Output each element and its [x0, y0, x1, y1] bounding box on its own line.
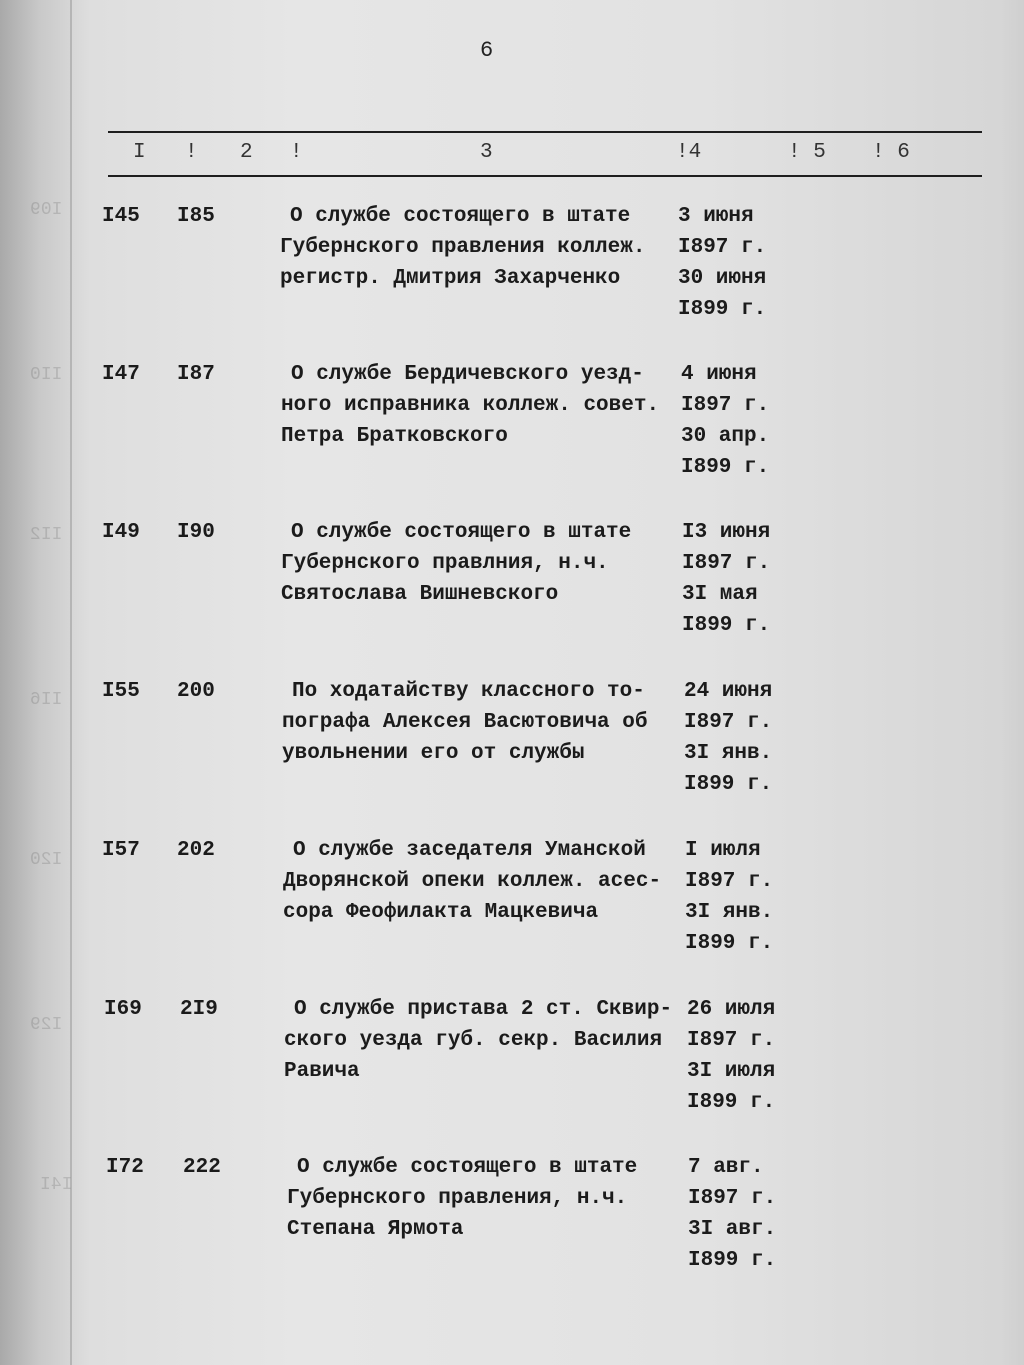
header-col-4: !4: [676, 141, 702, 164]
start-year: I897 г.: [684, 711, 773, 734]
start-year: I897 г.: [682, 552, 771, 575]
table-top-rule: [108, 131, 982, 133]
item-number: 222: [183, 1156, 221, 1179]
date-range: [687, 994, 797, 1118]
description-line: Степана Ярмота: [287, 1218, 464, 1241]
end-date: 3I янв.: [684, 742, 773, 765]
start-year: I897 г.: [685, 870, 774, 893]
end-year: I899 г.: [688, 1249, 777, 1272]
end-date: 3I янв.: [685, 901, 774, 924]
end-date: 30 июня: [678, 267, 767, 290]
end-date: 3I мая: [682, 583, 758, 606]
end-date: 3I авг.: [688, 1218, 777, 1241]
bleed-through-mark: II0: [30, 365, 63, 385]
record-description: [280, 201, 680, 294]
record-number: I45: [102, 205, 140, 228]
end-year: I899 г.: [685, 932, 774, 955]
date-range: [682, 517, 792, 641]
end-year: I899 г.: [678, 298, 767, 321]
start-year: I897 г.: [681, 394, 770, 417]
description-line: Дворянской опеки коллеж. асес-: [283, 870, 662, 893]
bleed-through-mark: I09: [30, 200, 63, 220]
start-date: 3 июня: [678, 205, 754, 228]
description-line: Святослава Вишневского: [281, 583, 559, 606]
table-header-rule: [108, 175, 982, 177]
record-description: [284, 994, 684, 1087]
header-sep-2: !: [290, 141, 303, 164]
date-range: [678, 201, 788, 325]
record-number: I69: [104, 998, 142, 1021]
start-year: I897 г.: [687, 1029, 776, 1052]
header-col-6: ! 6: [872, 141, 910, 164]
item-number: 2I9: [180, 998, 218, 1021]
description-line: О службе состоящего в штате: [291, 521, 632, 544]
record-number: I55: [102, 680, 140, 703]
item-number: 202: [177, 839, 215, 862]
description-line: Петра Братковского: [281, 425, 508, 448]
description-line: Губернского правлния, н.ч.: [281, 552, 609, 575]
end-year: I899 г.: [684, 773, 773, 796]
description-line: увольнении его от службы: [282, 742, 585, 765]
description-line: Равича: [284, 1060, 360, 1083]
bleed-through-mark: I29: [30, 1015, 63, 1035]
item-number: I85: [177, 205, 215, 228]
start-date: 24 июня: [684, 680, 773, 703]
end-year: I899 г.: [681, 456, 770, 479]
header-col-1: I: [133, 141, 146, 164]
item-number: 200: [177, 680, 215, 703]
record-number: I57: [102, 839, 140, 862]
description-line: Губернского правления, н.ч.: [287, 1187, 628, 1210]
record-number: I49: [102, 521, 140, 544]
item-number: I90: [177, 521, 215, 544]
description-line: По ходатайству классного то-: [292, 680, 645, 703]
record-description: [281, 517, 681, 610]
bleed-through-mark: II6: [30, 690, 63, 710]
description-line: О службе состоящего в штате: [290, 205, 631, 228]
end-year: I899 г.: [687, 1091, 776, 1114]
description-line: О службе пристава 2 ст. Сквир-: [294, 998, 673, 1021]
page-number: 6: [480, 38, 494, 63]
start-date: I июля: [685, 839, 761, 862]
record-description: [283, 835, 683, 928]
record-number: I72: [106, 1156, 144, 1179]
start-date: 26 июля: [687, 998, 776, 1021]
date-range: [684, 676, 794, 800]
bleed-through-mark: II2: [30, 525, 63, 545]
start-year: I897 г.: [678, 236, 767, 259]
description-line: О службе Бердичевского уезд-: [291, 363, 644, 386]
start-year: I897 г.: [688, 1187, 777, 1210]
date-range: [688, 1152, 798, 1276]
date-range: [685, 835, 795, 959]
description-line: О службе заседателя Уманской: [293, 839, 646, 862]
header-col-3: 3: [480, 141, 493, 164]
start-date: I3 июня: [682, 521, 771, 544]
description-line: О службе состоящего в штате: [297, 1156, 638, 1179]
end-year: I899 г.: [682, 614, 771, 637]
start-date: 7 авг.: [688, 1156, 764, 1179]
description-line: сора Феофилакта Мацкевича: [283, 901, 599, 924]
description-line: регистр. Дмитрия Захарченко: [280, 267, 621, 290]
page-edge-shadow: [70, 0, 72, 1365]
record-number: I47: [102, 363, 140, 386]
description-line: ного исправника коллеж. совет.: [281, 394, 660, 417]
record-description: [287, 1152, 687, 1245]
record-description: [281, 359, 681, 452]
description-line: Губернского правления коллеж.: [280, 236, 646, 259]
header-col-5: ! 5: [788, 141, 826, 164]
record-description: [282, 676, 682, 769]
description-line: пографа Алексея Васютовича об: [282, 711, 648, 734]
item-number: I87: [177, 363, 215, 386]
date-range: [681, 359, 791, 483]
header-col-2: 2: [240, 141, 253, 164]
bleed-through-mark: I20: [30, 850, 63, 870]
end-date: 3I июля: [687, 1060, 776, 1083]
header-sep-1: !: [185, 141, 198, 164]
end-date: 30 апр.: [681, 425, 770, 448]
bleed-through-mark: I4I: [40, 1175, 73, 1195]
description-line: ского уезда губ. секр. Василия: [284, 1029, 663, 1052]
start-date: 4 июня: [681, 363, 757, 386]
